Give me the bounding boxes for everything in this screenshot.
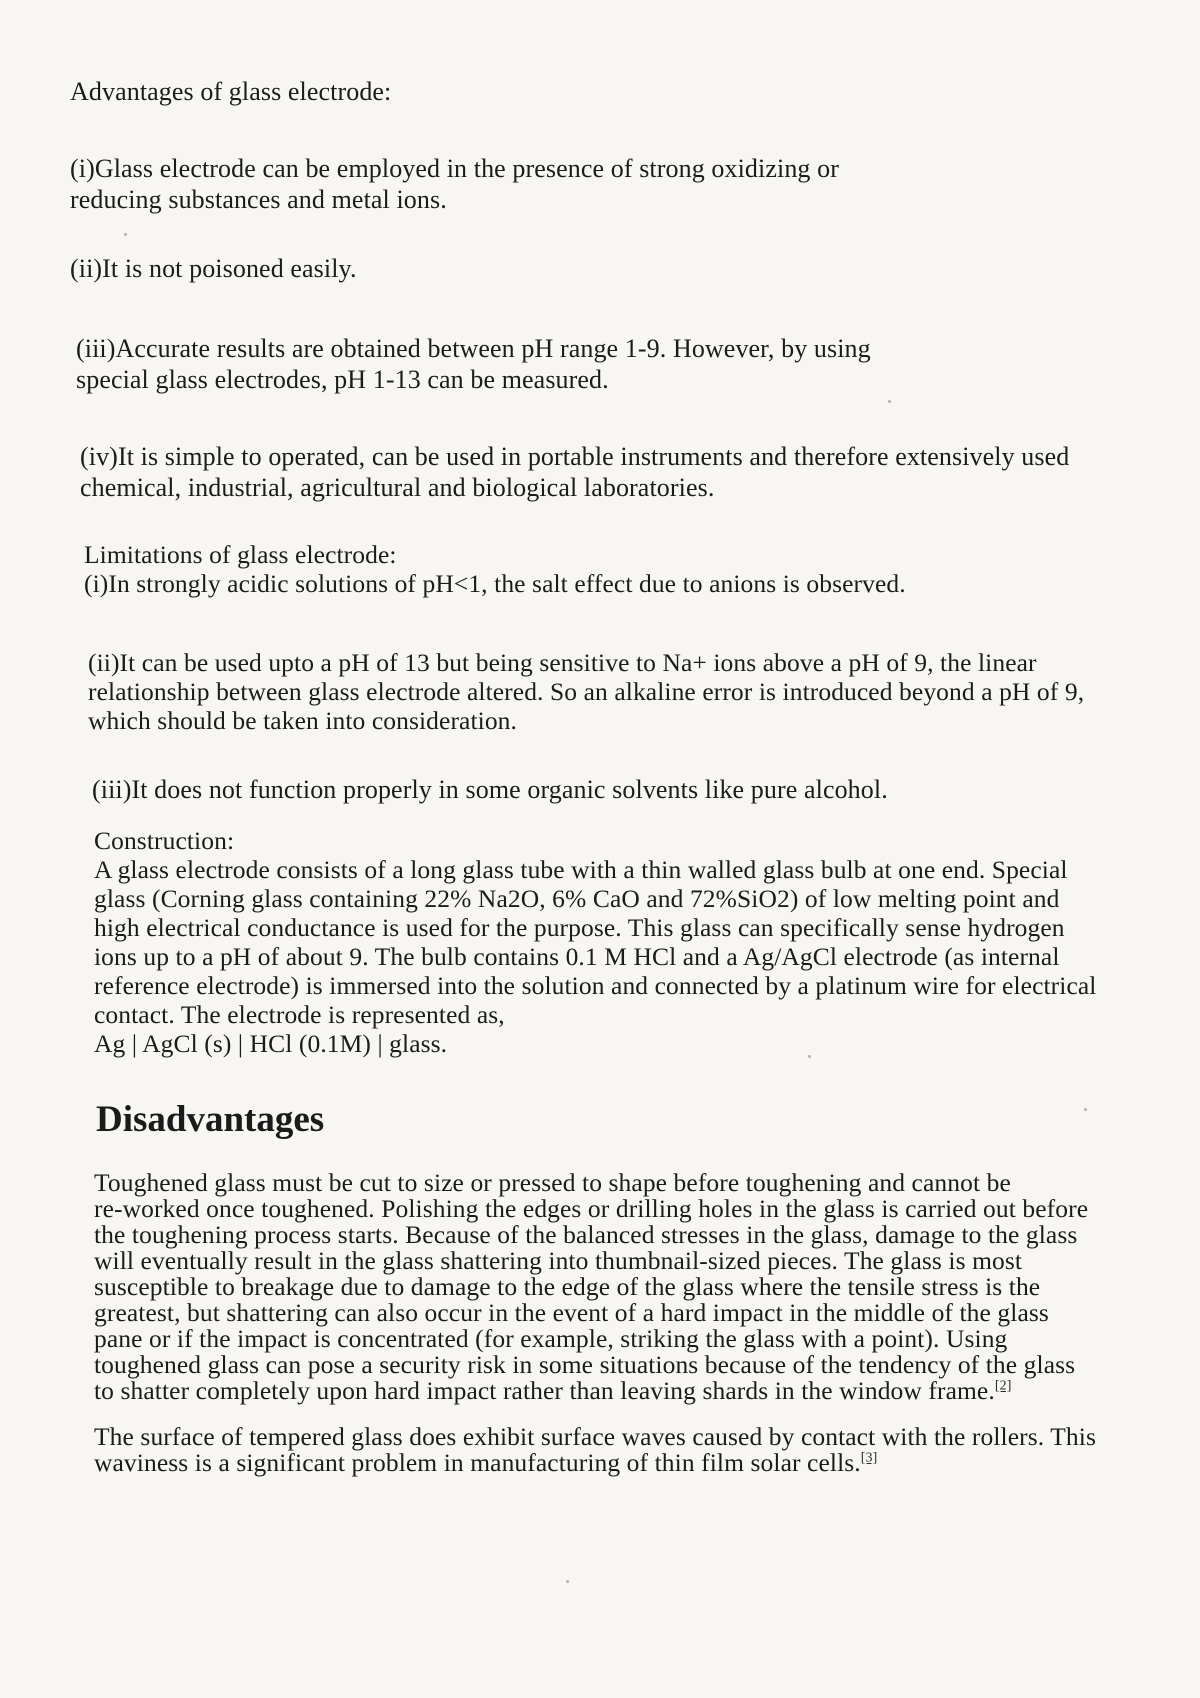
limitations-section [84,540,906,598]
citation-3-link[interactable]: [3] [860,1450,878,1466]
limitations-item-2: (ii)It can be used upto a pH of 13 but being sensitive to Na+ ions above a pH of 9, the linear relationship between glass electrode altered. So an alkaline error is introduced beyond a pH of 9, which should be taken into consideration. [88,648,1085,735]
page-speck [124,233,127,236]
page-speck [808,1055,811,1058]
electrode-notation: Ag | AgCl (s) | HCl (0.1M) | glass. [94,1029,448,1058]
advantages-item-1: (i)Glass electrode can be employed in the presence of strong oxidizing or reducing substances and metal ions. [70,154,839,214]
disadvantages-paragraph-2: The surface of tempered glass does exhibit surface waves caused by contact with the rollers. This waviness is a significant problem in manufacturing of thin film solar cells.[3] [94,1422,1096,1477]
construction-title: Construction: [94,826,235,855]
page-speck [1084,1108,1087,1111]
disadvantages-paragraph-1: Toughened glass must be cut to size or pressed to shape before toughening and cannot be re-worked once toughened. Polishing the edges or drilling holes in the glass is carried out before the toughening process starts. Because of the balanced stresses in the glass, damage to the glass will eventually result in the glass shattering into thumbnail-sized pieces. The glass is most susceptible to breakage due to damage to the edge of the glass where the tensile stress is the greatest, but shattering can also occur in the event of a hard impact in the middle of the glass pane or if the impact is concentrated (for example, striking the glass with a point). Using toughened glass can pose a security risk in some situations because of the tendency of the glass to shatter completely upon hard impact rather than leaving shards in the window frame.[2] [94,1168,1089,1405]
advantages-item-2: (ii)It is not poisoned easily. [70,254,357,283]
disadvantages-heading: Disadvantages [96,1099,325,1140]
advantages-item-3: (iii)Accurate results are obtained between pH range 1-9. However, by using special glass electrodes, pH 1-13 can be measured. [76,334,871,394]
citation-2-link[interactable]: [2] [994,1378,1012,1394]
page-speck [566,1580,569,1583]
advantages-item-4: (iv)It is simple to operated, can be used in portable instruments and therefore extensively used chemical, industrial, agricultural and biological laboratories. [80,442,1070,502]
limitations-title: Limitations of glass electrode: [84,540,397,569]
advantages-title: Advantages of glass electrode: [70,77,392,106]
limitations-item-1: (i)In strongly acidic solutions of pH<1, the salt effect due to anions is observed. [84,569,906,598]
limitations-item-3: (iii)It does not function properly in some organic solvents like pure alcohol. [92,775,888,804]
construction-section: Construction: A glass electrode consists of a long glass tube with a thin walled glass bulb at one end. Special glass (Corning glass containing 22% Na2O, 6% CaO and 72%SiO2) of low melting point and high electrical conductance is used for the purpose. This glass can specifically sense hydrogen ions up to a pH of about 9. The bulb contains 0.1 M HCl and a Ag/AgCl electrode (as internal reference electrode) is immersed into the solution and connected by a platinum wire for electrical contact. The electrode is represented as, Ag | AgCl (s) | HCl (0.1M) | glass. [94,826,1097,1058]
page-speck [888,400,891,403]
